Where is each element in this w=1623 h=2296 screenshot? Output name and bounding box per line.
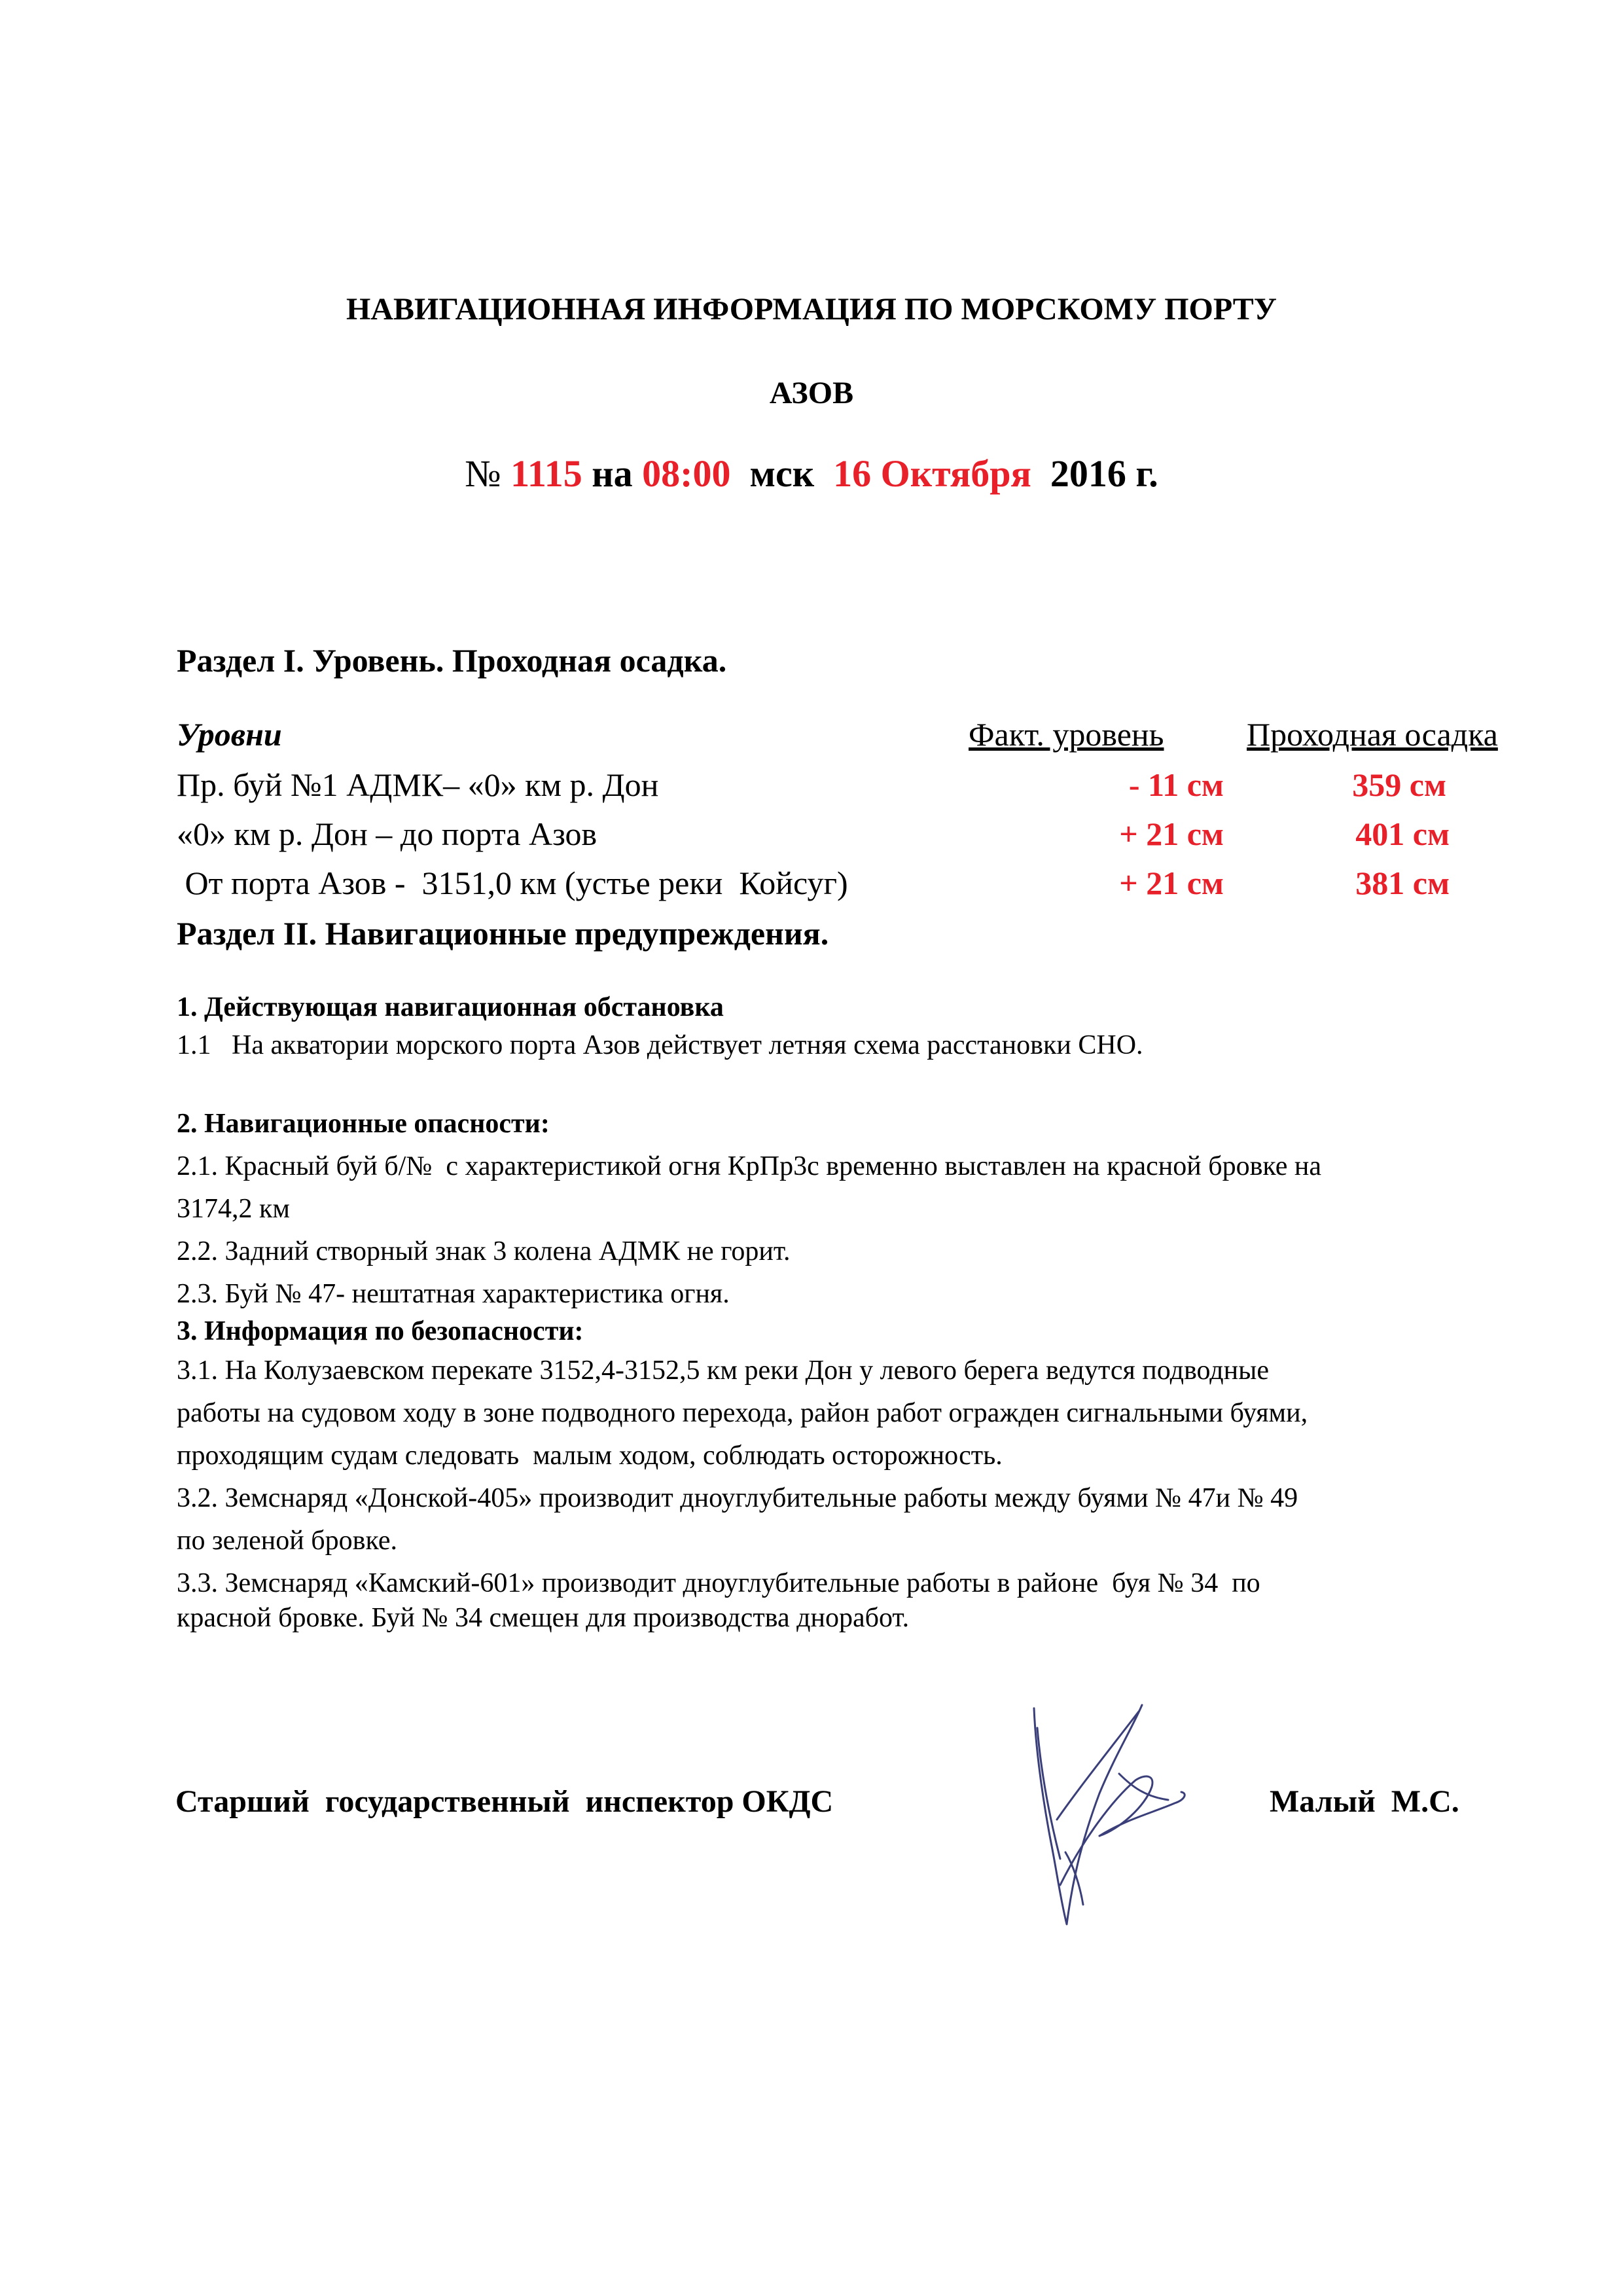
level-fact: + 21 см bbox=[1119, 865, 1224, 901]
doc-title-line2: АЗОВ bbox=[769, 376, 854, 410]
list-item: 2.1. Красный буй б/№ с характеристикой огня КрПр3с временно выставлен на красной бровке на bbox=[177, 1151, 1322, 1181]
level-fact: + 21 см bbox=[1119, 816, 1224, 852]
list-item: красной бровке. Буй № 34 смещен для производства дноработ. bbox=[177, 1603, 910, 1633]
col-draft-header: Проходная осадка bbox=[1247, 716, 1498, 753]
doc-year: 2016 г. bbox=[1050, 452, 1158, 495]
list-item: работы на судовом ходу в зоне подводного перехода, район работ огражден сигнальными буями, bbox=[177, 1398, 1308, 1428]
list-item: 3.1. На Колузаевском перекате 3152,4-3152,5 км реки Дон у левого берега ведутся подводные bbox=[177, 1355, 1269, 1386]
subsection3-title: 3. Информация по безопасности: bbox=[177, 1316, 584, 1346]
doc-number: 1115 bbox=[510, 452, 582, 495]
section2-title: Раздел II. Навигационные предупреждения. bbox=[177, 915, 829, 952]
subsection2-title: 2. Навигационные опасности: bbox=[177, 1109, 550, 1139]
signatory-name: Малый М.С. bbox=[1270, 1784, 1459, 1819]
list-item: 3174,2 км bbox=[177, 1194, 290, 1224]
level-fact: - 11 см bbox=[1128, 766, 1224, 803]
number-prefix: № bbox=[465, 452, 501, 495]
doc-number-line bbox=[0, 452, 1623, 495]
list-item: 3.2. Земснаряд «Донской-405» производит дноуглубительные работы между буями № 47и № 49 bbox=[177, 1483, 1298, 1513]
signatory-position: Старший государственный инспектор ОКДС bbox=[175, 1784, 834, 1819]
level-name: От порта Азов - 3151,0 км (устье реки Койсуг) bbox=[177, 865, 848, 901]
doc-time: 08:00 bbox=[642, 452, 731, 495]
col-levels-header: Уровни bbox=[177, 716, 282, 753]
signature-image bbox=[1021, 1689, 1204, 1937]
on-label: на bbox=[592, 452, 633, 495]
level-draft: 401 см bbox=[1355, 816, 1450, 852]
list-item: 2.2. Задний створный знак 3 колена АДМК не горит. bbox=[177, 1236, 791, 1266]
section1-title: Раздел I. Уровень. Проходная осадка. bbox=[177, 642, 727, 679]
subsection1-title: 1. Действующая навигационная обстановка bbox=[177, 992, 724, 1022]
level-name: Пр. буй №1 АДМК– «0» км р. Дон bbox=[177, 766, 659, 803]
doc-date: 16 Октября bbox=[833, 452, 1031, 495]
level-draft: 381 см bbox=[1355, 865, 1450, 901]
list-item: 2.3. Буй № 47- нештатная характеристика огня. bbox=[177, 1279, 730, 1309]
list-item: 1.1 На акватории морского порта Азов действует летняя схема расстановки СНО. bbox=[177, 1030, 1143, 1060]
level-name: «0» км р. Дон – до порта Азов bbox=[177, 816, 597, 852]
list-item: 3.3. Земснаряд «Камский-601» производит дноуглубительные работы в районе буя № 34 по bbox=[177, 1568, 1260, 1598]
doc-title-line1: НАВИГАЦИОННАЯ ИНФОРМАЦИЯ ПО МОРСКОМУ ПОРТУ bbox=[346, 292, 1277, 327]
list-item: по зеленой бровке. bbox=[177, 1526, 397, 1556]
col-fact-header: Факт. уровень bbox=[969, 716, 1164, 753]
list-item: проходящим судам следовать малым ходом, соблюдать осторожность. bbox=[177, 1441, 1003, 1471]
level-draft: 359 см bbox=[1352, 766, 1446, 803]
tz-label: мск bbox=[749, 452, 815, 495]
